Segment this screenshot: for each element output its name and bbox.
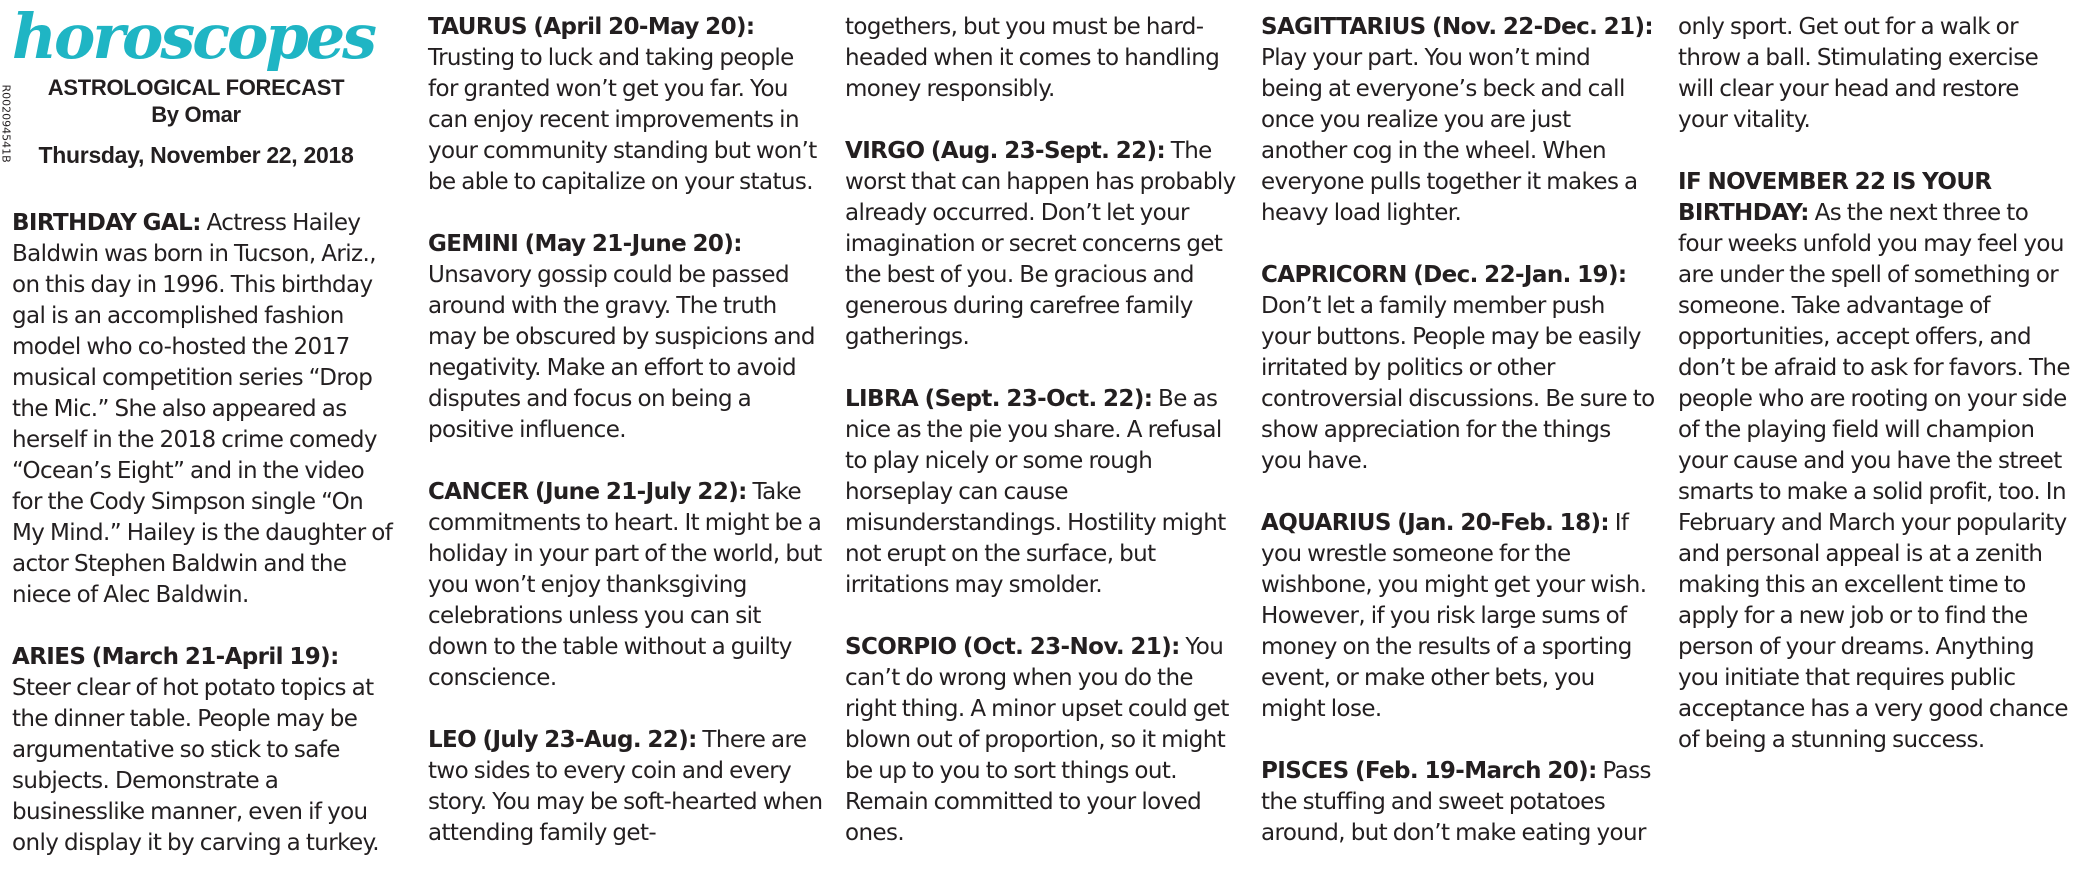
entry-text: The worst that can happen has probably already occurred. Don’t let your imagination or secret concerns get the best of you. Be gracious and generous during carefree family gatherings. [845, 138, 1236, 350]
libra-entry [845, 384, 1242, 601]
entry-text: As the next three to four weeks unfold you may feel you are under the spell of something or someone. Take advantage of opportunities, accept offers, and don’t be afraid to ask for favors. The people who are rooting on your side of the playing field will champion your cause and you have the street smarts to make a solid profit, too. In February and March your popularity and personal appeal is at a zenith making this an excellent time to apply for a new job or to find the person of your dreams. Anything you initiate that requires public acceptance has a very good chance of being a stunning success. [1678, 200, 2070, 753]
aquarius-entry [1261, 508, 1655, 725]
entry-heading: AQUARIUS (Jan. 20-Feb. 18): [1261, 510, 1610, 536]
pisces-entry [1261, 756, 1655, 849]
entry-heading: ARIES (March 21-April 19): [12, 644, 339, 670]
entry-heading: GEMINI (May 21-June 20): [428, 231, 742, 257]
capricorn-entry [1261, 260, 1655, 477]
entry-text: If you wrestle someone for the wishbone, you might get your wish. However, if you risk large sums of money on the results of a sporting event, or make other bets, you might lose. [1261, 510, 1647, 722]
gemini-entry [428, 229, 823, 446]
entry-heading: VIRGO (Aug. 23-Sept. 22): [845, 138, 1166, 164]
sagittarius-entry [1261, 12, 1655, 229]
virgo-entry [845, 136, 1242, 353]
cancer-entry [428, 477, 823, 694]
entry-heading: LEO (July 23-Aug. 22): [428, 727, 697, 753]
byline: By Omar [151, 102, 241, 127]
birthday-gal-entry [12, 208, 396, 611]
entry-heading: TAURUS (April 20-May 20): [428, 14, 755, 40]
entry-heading: LIBRA (Sept. 23-Oct. 22): [845, 386, 1153, 412]
leo-continued: togethers, but you must be hard-headed when it comes to handling money responsibly. [845, 14, 1220, 102]
entry-text: Actress Hailey Baldwin was born in Tucson, Ariz., on this day in 1996. This birthday gal is an accomplished fashion model who co-hosted the 2017 musical competition series “Drop the Mic.” She also appeared as herself in the 2018 crime comedy “Ocean’s Eight” and in the video for the Cody Simpson single “On My Mind.” Hailey is the daughter of actor Stephen Baldwin and the niece of Alec Baldwin. [12, 210, 393, 608]
horoscopes-logo: horoscopes [11, 0, 375, 73]
page-code: R002094541B [0, 84, 13, 163]
entry-text: Unsavory gossip could be passed around with the gravy. The truth may be obscured by suspicions and negativity. Make an effort to avoid disputes and focus on being a positive influence. [428, 262, 815, 443]
entry-text: Steer clear of hot potato topics at the dinner table. People may be argumentative so stick to safe subjects. Demonstrate a businesslike manner, even if you only display it by carving a turkey. [12, 675, 380, 856]
entry-text: Play your part. You won’t mind being at everyone’s beck and call once you realize you are just another cog in the wheel. When everyone pulls together it makes a heavy load lighter. [1261, 45, 1638, 226]
entry-heading: SCORPIO (Oct. 23-Nov. 21): [845, 634, 1180, 660]
entry-heading: SAGITTARIUS (Nov. 22-Dec. 21): [1261, 14, 1654, 40]
entry-text: You can’t do wrong when you do the right thing. A minor upset could get blown out of proportion, so it might be up to you to sort things out. Remain committed to your loved ones. [845, 634, 1229, 846]
column-3 [845, 12, 1242, 880]
pisces-continued: only sport. Get out for a walk or throw a ball. Stimulating exercise will clear your head and restore your vitality. [1678, 14, 2039, 133]
entry-text: Trusting to luck and taking people for granted won’t get you far. You can enjoy recent improvements in your community standing but won’t be able to capitalize on your status. [428, 45, 817, 195]
entry-heading: IF NOVEMBER 22 IS YOUR BIRTHDAY: [1678, 169, 1992, 226]
entry-text: Be as nice as the pie you share. A refusal to play nicely or some rough horseplay can cause misunderstandings. Hostility might not erupt on the surface, but irritations may smolder. [845, 386, 1226, 598]
section-subtitle: ASTROLOGICAL FORECAST [47, 75, 345, 100]
scorpio-entry [845, 632, 1242, 849]
entry-text: Don’t let a family member push your buttons. People may be easily irritated by politics or other controversial discussions. Be sure to show appreciation for the things you have. [1261, 293, 1655, 474]
entry-heading: CANCER (June 21-July 22): [428, 479, 747, 505]
birthday-forecast-entry [1678, 167, 2071, 756]
entry-heading: PISCES (Feb. 19-March 20): [1261, 758, 1597, 784]
column-4 [1261, 12, 1655, 880]
column-2 [428, 12, 823, 880]
leo-entry [428, 725, 823, 849]
column-5 [1678, 12, 2071, 787]
entry-text: There are two sides to every coin and every story. You may be soft-hearted when attending family get- [428, 727, 823, 846]
entry-heading: CAPRICORN (Dec. 22-Jan. 19): [1261, 262, 1627, 288]
aries-entry [12, 642, 396, 859]
entry-heading: BIRTHDAY GAL: [12, 210, 201, 236]
taurus-entry [428, 12, 823, 198]
issue-date: Thursday, November 22, 2018 [38, 142, 354, 168]
column-1 [12, 208, 396, 890]
masthead [10, 0, 382, 170]
entry-text: Take commitments to heart. It might be a holiday in your part of the world, but you won’t enjoy thanksgiving celebrations unless you can sit down to the table without a guilty conscience. [428, 479, 822, 691]
entry-text: Pass the stuffing and sweet potatoes around, but don’t make eating your [1261, 758, 1651, 846]
